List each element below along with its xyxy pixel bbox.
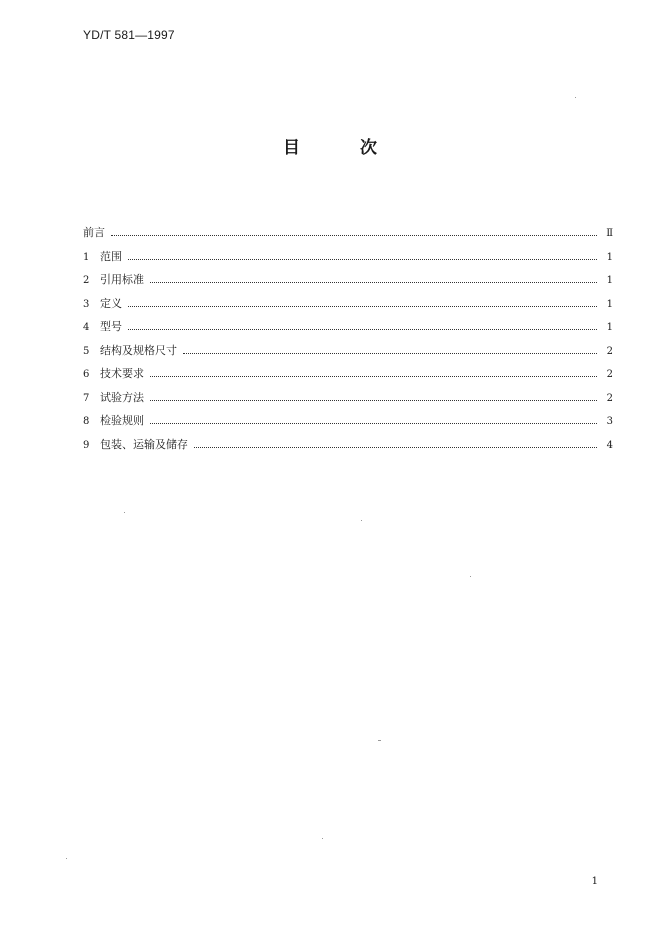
toc-entry-number: 5: [83, 345, 90, 357]
toc-entry-label: 试验方法: [100, 390, 144, 404]
scan-speck: [575, 97, 576, 98]
toc-entry-number: 3: [83, 298, 90, 310]
toc-entry-foreword[interactable]: [83, 224, 613, 248]
toc-entry-label: 引用标准: [100, 273, 144, 286]
toc-entry-page: 4: [606, 439, 613, 451]
toc-entry-number: 6: [83, 369, 90, 380]
dot-leader: [150, 422, 597, 424]
toc-entry-test-methods[interactable]: [83, 389, 613, 413]
toc-entry-scope[interactable]: [83, 248, 613, 272]
toc-entry-page: 1: [606, 275, 613, 286]
scan-speck: [378, 740, 381, 741]
scan-speck: [66, 858, 67, 859]
dot-leader: [150, 399, 597, 401]
toc-entry-label: 结构及规格尺寸: [100, 343, 177, 357]
toc-entry-inspection-rules[interactable]: [83, 412, 613, 436]
toc-entry-number: 7: [83, 392, 90, 404]
toc-entry-page: 1: [606, 251, 613, 263]
toc-entry-number: 2: [83, 275, 90, 286]
toc-entry-page: 1: [606, 322, 613, 333]
table-of-contents: [83, 224, 613, 459]
toc-entry-definitions[interactable]: [83, 295, 613, 319]
toc-entry-model[interactable]: [83, 318, 613, 342]
toc-entry-structure-dimensions[interactable]: [83, 342, 613, 366]
toc-entry-number: 4: [83, 322, 90, 333]
dot-leader: [150, 375, 597, 377]
dot-leader: [128, 258, 597, 260]
toc-entry-packaging-transport-storage[interactable]: [83, 436, 613, 460]
toc-entry-number: 9: [83, 439, 90, 451]
standard-code: YD/T 581—1997: [83, 28, 175, 42]
scan-speck: [124, 512, 125, 513]
toc-entry-page: 2: [606, 392, 613, 404]
toc-entry-number: 8: [83, 416, 90, 427]
dot-leader: [150, 281, 597, 283]
toc-entry-page: 1: [606, 298, 613, 310]
scan-speck: [322, 838, 323, 839]
scan-speck: [470, 576, 471, 577]
toc-entry-label: 包装、运输及储存: [100, 437, 188, 451]
toc-entry-technical-requirements[interactable]: [83, 365, 613, 389]
toc-entry-page: 3: [606, 416, 613, 427]
toc-entry-label: 前言: [83, 226, 105, 239]
dot-leader: [128, 328, 597, 330]
dot-leader: [128, 305, 597, 307]
toc-entry-label: 范围: [100, 249, 122, 263]
toc-entry-label: 检验规则: [100, 414, 144, 427]
toc-entry-label: 定义: [100, 296, 122, 310]
toc-title: 目次: [283, 138, 437, 158]
dot-leader: [111, 234, 597, 236]
toc-entry-number: 1: [83, 251, 90, 263]
dot-leader: [194, 446, 597, 448]
page-number: 1: [591, 876, 598, 887]
toc-entry-normative-references[interactable]: [83, 271, 613, 295]
toc-entry-page: 2: [606, 345, 613, 357]
dot-leader: [183, 352, 597, 354]
toc-entry-page: 2: [606, 369, 613, 380]
toc-entry-label: 型号: [100, 320, 122, 333]
toc-entry-label: 技术要求: [100, 367, 144, 380]
toc-entry-page: Ⅱ: [606, 228, 613, 239]
scan-speck: [361, 520, 362, 521]
